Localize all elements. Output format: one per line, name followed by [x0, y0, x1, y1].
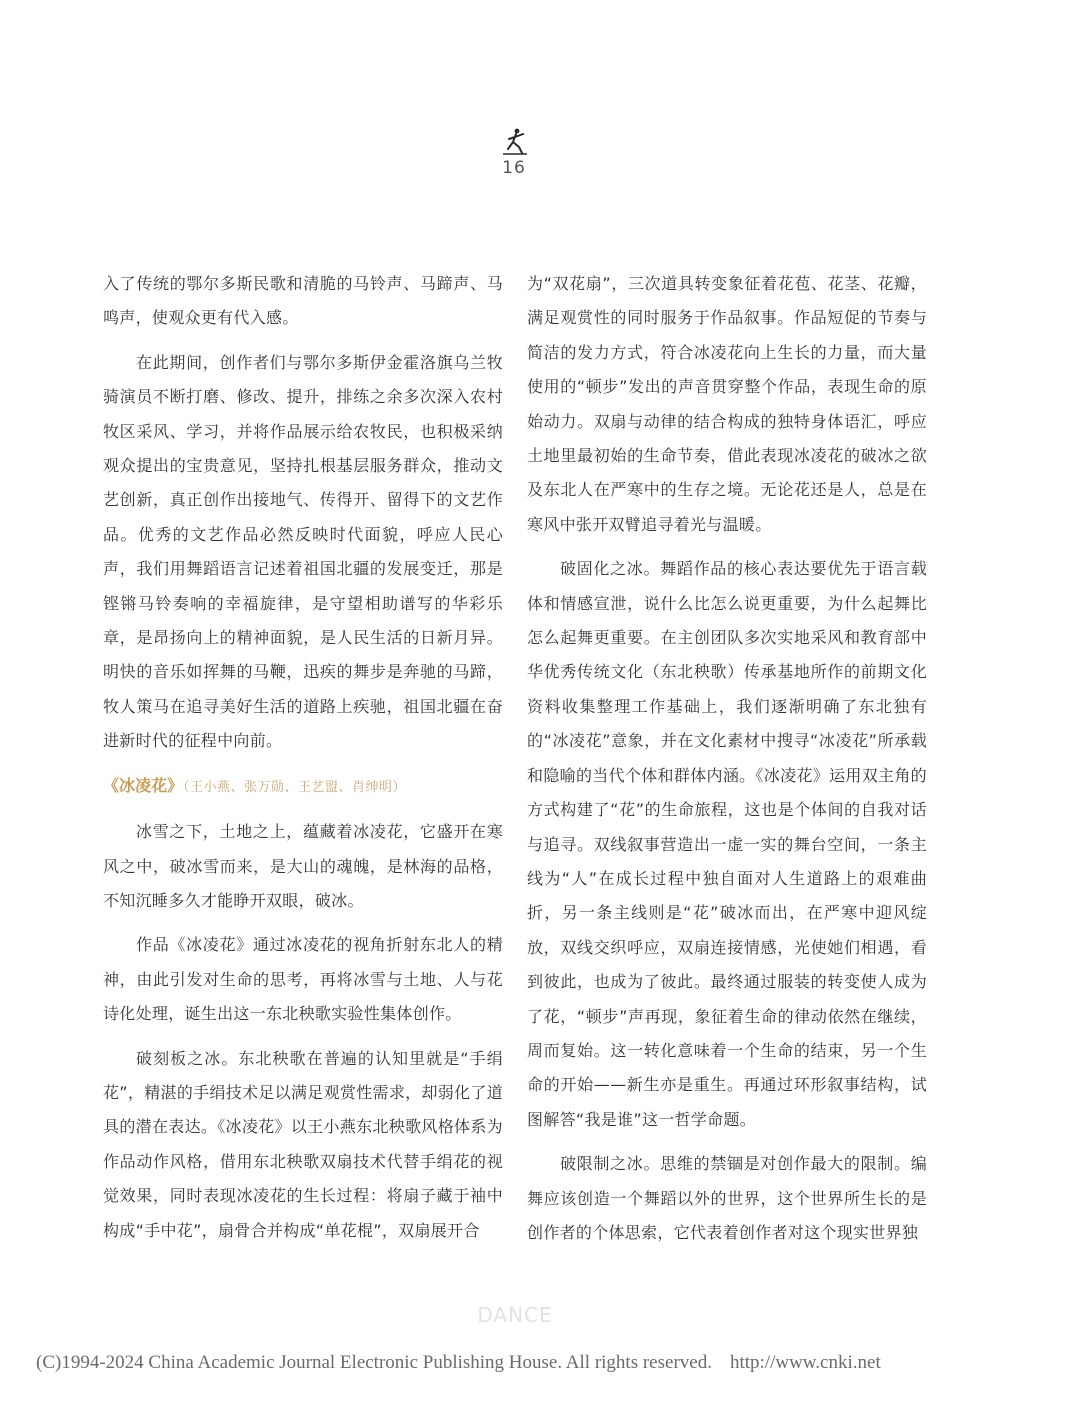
footer-watermark: DANCE [477, 1303, 553, 1327]
paragraph: 冰雪之下，土地之上，蕴藏着冰凌花，它盛开在寒风之中，破冰雪而来，是大山的魂魄，是林海的品格，不知沉睡多久才能睁开双眼，破冰。 [103, 822, 503, 910]
paragraph: 破固化之冰。舞蹈作品的核心表达要优先于语言载体和情感宣泄，说什么比怎么说更重要，为什么起舞比怎么起舞更重要。在主创团队多次实地采风和教育部中华优秀传统文化（东北秧歌）传承基地所作的前期文化资料收集整理工作基础上，我们逐渐明确了东北独有的“冰凌花”意象，并在文化素材中搜寻“冰凌花”所承载和隐喻的当代个体和群体内涵。《冰凌花》运用双主角的方式构建了“花”的生命旅程，这也是个体间的自我对话与追寻。双线叙事营造出一虚一实的舞台空间，一条主线为“人”在成长过程中独自面对人生道路上的艰难曲折，另一条主线则是“花”破冰而出，在严寒中迎风绽放，双线交织呼应，双扇连接情感，光使她们相遇，看到彼此，也成为了彼此。最终通过服装的转变使人成为了花，“顿步”声再现，象征着生命的律动依然在继续，周而复始。这一转化意味着一个生命的结束，另一个生命的开始——新生亦是重生。再通过环形叙事结构，试图解答“我是谁”这一哲学命题。 [527, 559, 927, 1129]
copyright-text: (C)1994-2024 China Academic Journal Electronic Publishing House. All rights reserved. [36, 1352, 712, 1373]
cnki-link[interactable]: http://www.cnki.net [729, 1352, 881, 1373]
page-number: 16 [502, 158, 526, 178]
paragraph: 为“双花扇”，三次道具转变象征着花苞、花茎、花瓣，满足观赏性的同时服务于作品叙事。作品短促的节奏与简洁的发力方式，符合冰凌花向上生长的力量，而大量使用的“顿步”发出的声音贯穿整个作品，表现生命的原始动力。双扇与动律的结合构成的独特身体语汇，呼应土地里最初始的生命节奏，借此表现冰凌花的破冰之欲及东北人在严寒中的生存之境。无论花还是人，总是在寒风中张开双臂追寻着光与温暖。 [527, 274, 927, 534]
copyright-line [36, 1352, 1046, 1374]
piece-heading [103, 769, 503, 805]
piece-title: 《冰凌花》 [103, 775, 184, 795]
left-column [103, 267, 503, 1248]
paragraph: 作品《冰凌花》通过冰凌花的视角折射东北人的精神，由此引发对生命的思考，再将冰雪与土地、人与花诗化处理，诞生出这一东北秧歌实验性集体创作。 [103, 935, 503, 1024]
piece-authors: （王小燕、张万勋、王艺盟、肖绅明） [183, 779, 407, 795]
dancer-icon [500, 128, 530, 156]
paragraph: 破限制之冰。思维的禁锢是对创作最大的限制。编舞应该创造一个舞蹈以外的世界，这个世界所生长的是创作者的个体思索，它代表着创作者对这个现实世界独 [527, 1154, 927, 1242]
right-column [527, 267, 927, 1250]
paragraph: 在此期间，创作者们与鄂尔多斯伊金霍洛旗乌兰牧骑演员不断打磨、修改、提升，排练之余多次深入农村牧区采风、学习，并将作品展示给农牧民，也积极采纳观众提出的宝贵意见，坚持扎根基层服务群众，推动文艺创新，真正创作出接地气、传得开、留得下的文艺作品。优秀的文艺作品必然反映时代面貌，呼应人民心声，我们用舞蹈语言记述着祖国北疆的发展变迁，那是铿锵马铃奏响的幸福旋律，是守望相助谱写的华彩乐章，是昂扬向上的精神面貌，是人民生活的日新月异。明快的音乐如挥舞的马鞭，迅疾的舞步是奔驰的马蹄，牧人策马在追寻美好生活的道路上疾驰，祖国北疆在奋进新时代的征程中向前。 [103, 352, 503, 751]
paragraph: 入了传统的鄂尔多斯民歌和清脆的马铃声、马蹄声、马鸣声，使观众更有代入感。 [103, 274, 503, 328]
paragraph: 破刻板之冰。东北秧歌在普遍的认知里就是“手绢花”，精湛的手绢技术足以满足观赏性需求，却弱化了道具的潜在表达。《冰凌花》以王小燕东北秧歌风格体系为作品动作风格，借用东北秧歌双扇技术代替手绢花的视觉效果，同时表现冰凌花的生长过程：将扇子藏于袖中构成“手中花”，扇骨合并构成“单花棍”，双扇展开合 [103, 1048, 503, 1240]
